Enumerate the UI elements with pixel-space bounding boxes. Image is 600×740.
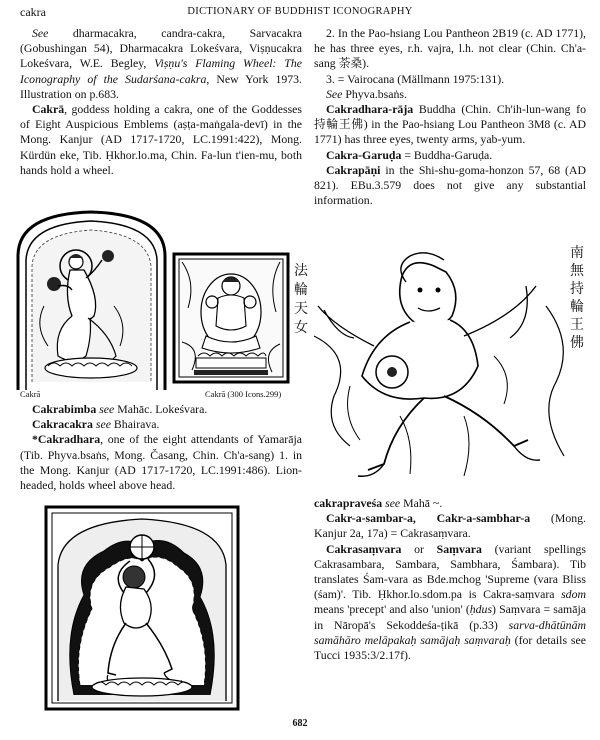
headword: Cakrapāṇi [326,162,381,177]
book-title: Viṣṇu's Flaming Wheel: The Iconography of the Sudarśana-cakra [20,56,302,86]
entry-text: in the Shi-shu-goma-honzon 57, 68 (AD 821). EBu.3.579 does not give any substantial information. [314,162,586,208]
left-column-top [20,26,302,178]
headword: Cakradhara-rāja [326,102,414,117]
entry-cakraa [20,102,302,178]
right-column-bottom [314,496,586,663]
lion-headed-attendant-drawing [44,505,240,711]
term: ḥdus [469,602,493,617]
entry-cakrabimba [20,402,302,417]
goddess-drawing [14,206,169,390]
figure-cakraa-right [172,252,290,388]
entry-text: , goddess holding a cakra, one of the Goddesses of Eight Auspicious Emblems (aṣṭa-maṅgala-devī) in the Mong. Kanjur (AD 1717-1720, LC.1991:422), Mong. Kürdün eke, Tib. Ḥkhor.lo.ma, Chin. Fa-lun t'ien-mu, both hands hold a wheel. [20,102,302,177]
entry-text: Phyva.bsaṅs. [342,86,407,101]
entry-text: means 'precept' and also 'union' ( [314,602,470,617]
see-ref: See [32,26,49,40]
entry-text: Mahāc. Lokeśvara. [117,402,208,416]
headword: *Cakradhara [32,432,101,447]
figure-cakraa-left [14,206,169,390]
term: sdom [561,587,586,602]
headword: Saṃvara [436,541,482,556]
chinese-vertical-label: 法輪天女 [294,263,308,336]
quotation: sarva-dhātūnām samāhāro melāpakaḥ samājaḥ saṃvaraḥ [314,617,586,647]
see-ref: see [96,402,118,416]
caption-left: Cakrā [20,389,41,399]
entry-text: (for details see Tucci 1935:3/2.17f). [314,632,586,663]
entry-text: , one of the eight attendants of Yamarāja (Tib. Phyva.bsaṅs, Mong. Časang, Chin. Ch'a-sang) 1. in the Mong. Kanjur (AD 1717-1720, LC.1991:486). Lion-headed, holds wheel above head. [20,432,302,493]
entry-text: dharmacakra, candra-cakra, Sarvacakra (Gobushingan 54), Dharmacakra Lokeśvara, Viṣṇucakra Lokeśvara, W.E. Begley, [20,26,302,71]
headword: Cakrasaṃvara [326,541,402,556]
left-column-middle [20,402,302,493]
entry-text: Bhairava. [113,417,160,432]
entry-cakra-garuda [314,148,586,163]
entry-cakra-cont [20,26,302,102]
headword: Cakrabimba [32,402,97,416]
entry-text: , New York 1973. Illustration on p.683. [20,71,302,101]
see-ref: see [92,417,114,432]
headword: cakrapraveśa [314,496,383,510]
figure-cakradhara-raja [314,226,600,490]
seated-goddess-drawing [172,252,290,388]
entry-text: Buddha (Chin. Ch'ih-lun-wang fo 持輪王佛) in the Pao-hsiang Lou Pantheon 3M8 (c. AD 1771) has three eyes, twenty arms, yab-yum. [314,102,586,147]
entry-see [314,87,586,102]
headword: Cakr-a-sambar-a, Cakr-a-sambhar-a [326,511,531,526]
entry-cakradhara [20,432,302,493]
guide-word: cakra [20,5,46,19]
page-number: 682 [292,718,308,729]
entry-text: (Mong. Kanjur 2a, 17a) = Cakrasaṃvara. [314,511,586,541]
page-header [0,4,600,20]
dancing-figure-drawing [314,226,586,490]
entry-cakracakra [20,417,302,432]
see-ref: see [382,496,404,510]
chinese-vertical-label-large: 南無持輪王佛 [570,245,584,351]
entry-cakradhara-raja [314,102,586,148]
entry-text: ) Saṃvara = samāja in Nāropā's Sekoddeśa-ṭikā (p.33) [314,602,586,632]
headword: Cakracakra [32,417,93,432]
entry-sense-2: 2. In the Pao-hsiang Lou Pantheon 2B19 (c. AD 1771), he has three eyes, r.h. vajra, l.h. not clear (Chin. Ch'a-sang 荼桑). [314,26,586,71]
see-ref: See [326,86,343,101]
entry-cakrasamvara [314,542,586,664]
entry-sense-3: 3. = Vairocana (Mällmann 1975:131). [326,71,505,86]
entry-text: = Buddha-Garuḍa. [401,147,493,162]
right-column-top [314,26,586,208]
running-title: DICTIONARY OF BUDDHIST ICONOGRAPHY [187,6,413,17]
headword: Cakra-Garuḍa [326,147,402,162]
figure-cakradhara [44,505,240,711]
entry-cakrapani [314,163,586,209]
entry-text: (variant spellings Cakrasambara, Sambara, Sambhara, Śambara). Tib translates Śam-vara as Bde.mchog 'Supreme (vara Bliss (śam)'. Tib. Ḥkhor.lo.sdom.pa is Cakra-saṃvara [314,541,586,602]
entry-cakr-a-sambar-a [314,511,586,541]
entry-text: or [401,541,437,556]
headword: Cakrā [32,102,65,117]
entry-text: Mahā ~. [403,496,443,510]
caption-right: Cakrā (300 Icons.299) [205,389,282,399]
entry-cakrapravesa [314,496,586,511]
